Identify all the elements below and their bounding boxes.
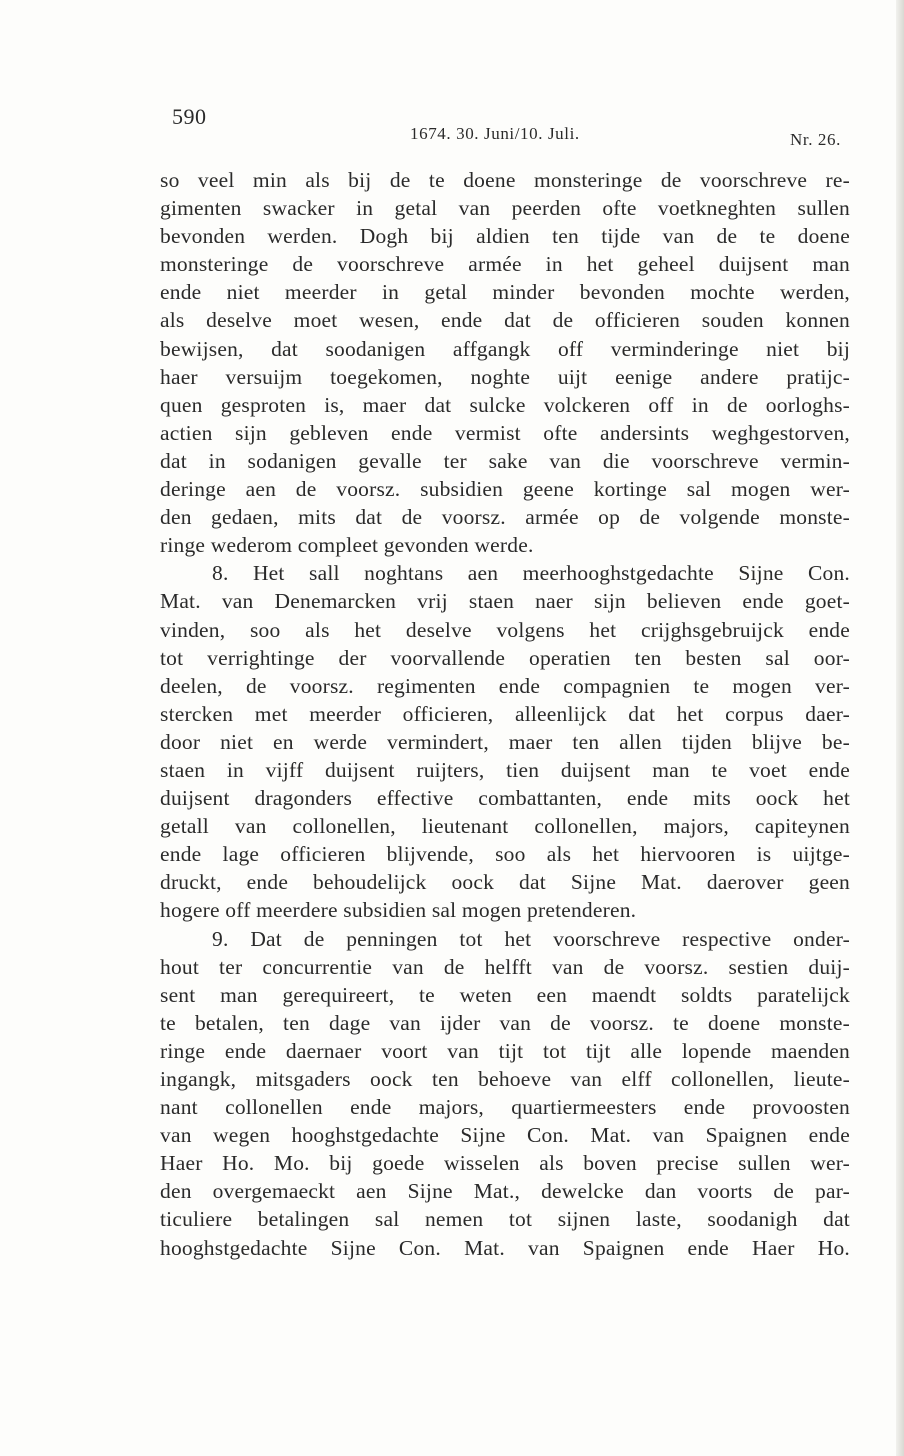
text-line: stercken met meerder officieren, alleenlijck dat het corpus daer- [160, 701, 850, 726]
text-line: als deselve moet wesen, ende dat de officieren souden konnen [160, 308, 850, 333]
text-line: ingangk, mitsgaders oock ten behoeve van elff collonellen, lieute- [160, 1067, 850, 1091]
text-line: dat in sodanigen gevalle ter sake van die voorschreve vermin- [160, 448, 850, 473]
text-line: nant collonellen ende majors, quartiermeesters ende provoosten [160, 1095, 850, 1120]
text-line: Haer Ho. Mo. bij goede wisselen als boven precise sullen wer- [160, 1151, 850, 1176]
text-line: ende niet meerder in getal minder bevonden mochte werden, [160, 280, 850, 305]
text-line: Mat. van Denemarcken vrij staen naer sijn believen ende goet- [160, 589, 850, 614]
body-text [160, 166, 850, 1262]
text-line: gimenten swacker in getal van peerden ofte voetkneghten sullen [160, 196, 850, 221]
text-line: so veel min als bij de te doene monsteringe de voorschreve re- [160, 168, 850, 192]
page-edge [896, 0, 904, 1456]
text-line: van wegen hooghstgedachte Sijne Con. Mat. van Spaignen ende [160, 1123, 850, 1148]
text-line: deringe aen de voorsz. subsidien geene kortinge sal mogen wer- [160, 477, 850, 502]
text-line: ringe wederom compleet gevonden werde. [160, 533, 534, 558]
text-line: bevonden werden. Dogh bij aldien ten tijde van de te doene [160, 224, 850, 249]
text-line: staen in vijff duijsent ruijters, tien duijsent man te voet ende [160, 757, 850, 782]
text-line: vinden, soo als het deselve volgens het crijghsgebruijck ende [160, 617, 850, 642]
text-line: door niet en werde vermindert, maer ten allen tijden blijve be- [160, 729, 850, 754]
text-line: monsteringe de voorschreve armée in het geheel duijsent man [160, 252, 850, 277]
text-line: sent man gerequireert, te weten een maendt soldts paratelijck [160, 982, 850, 1007]
text-line: hooghstgedachte Sijne Con. Mat. van Spaignen ende Haer Ho. [160, 1235, 850, 1260]
running-head: 1674. 30. Juni/10. Juli. [410, 124, 580, 143]
text-line: duijsent dragonders effective combattanten, ende mits oock het [160, 786, 850, 811]
text-line: tot verrightinge der voorvallende operatien ten besten sal oor- [160, 645, 850, 670]
text-line: quen gesproten is, maer dat sulcke volckeren off in de oorloghs- [160, 392, 850, 417]
text-line: te betalen, ten dage van ijder van de voorsz. te doene monste- [160, 1010, 850, 1035]
text-line: getall van collonellen, lieutenant collonellen, majors, capiteynen [160, 814, 850, 839]
document-number: Nr. 26. [790, 130, 841, 149]
text-line: deelen, de voorsz. regimenten ende compagnien te mogen ver- [160, 673, 850, 698]
paragraph-start-line: 8. Het sall noghtans aen meerhooghstgedachte Sijne Con. [212, 561, 850, 586]
text-line: den overgemaeckt aen Sijne Mat., dewelcke dan voorts de par- [160, 1179, 850, 1204]
text-line: actien sijn gebleven ende vermist ofte andersints weghgestorven, [160, 420, 850, 445]
text-line: bewijsen, dat soodanigen affgangk off verminderinge niet bij [160, 336, 850, 361]
text-line: ringe ende daernaer voort van tijt tot tijt alle lopende maenden [160, 1038, 850, 1063]
text-line: druckt, ende behoudelijck oock dat Sijne Mat. daerover geen [160, 870, 850, 895]
text-line: ticuliere betalingen sal nemen tot sijnen laste, soodanigh dat [160, 1207, 850, 1232]
text-line: ende lage officieren blijvende, soo als het hiervooren is uijtge- [160, 842, 850, 867]
page-number: 590 [172, 104, 207, 129]
text-line: haer versuijm toegekomen, noghte uijt eenige andere pratijc- [160, 364, 850, 389]
text-line: den gedaen, mits dat de voorsz. armée op de volgende monste- [160, 505, 850, 530]
text-line: hout ter concurrentie van de helfft van de voorsz. sestien duij- [160, 954, 850, 979]
text-line: hogere off meerdere subsidien sal mogen pretenderen. [160, 898, 637, 923]
paragraph-start-line: 9. Dat de penningen tot het voorschreve respective onder- [212, 926, 850, 951]
